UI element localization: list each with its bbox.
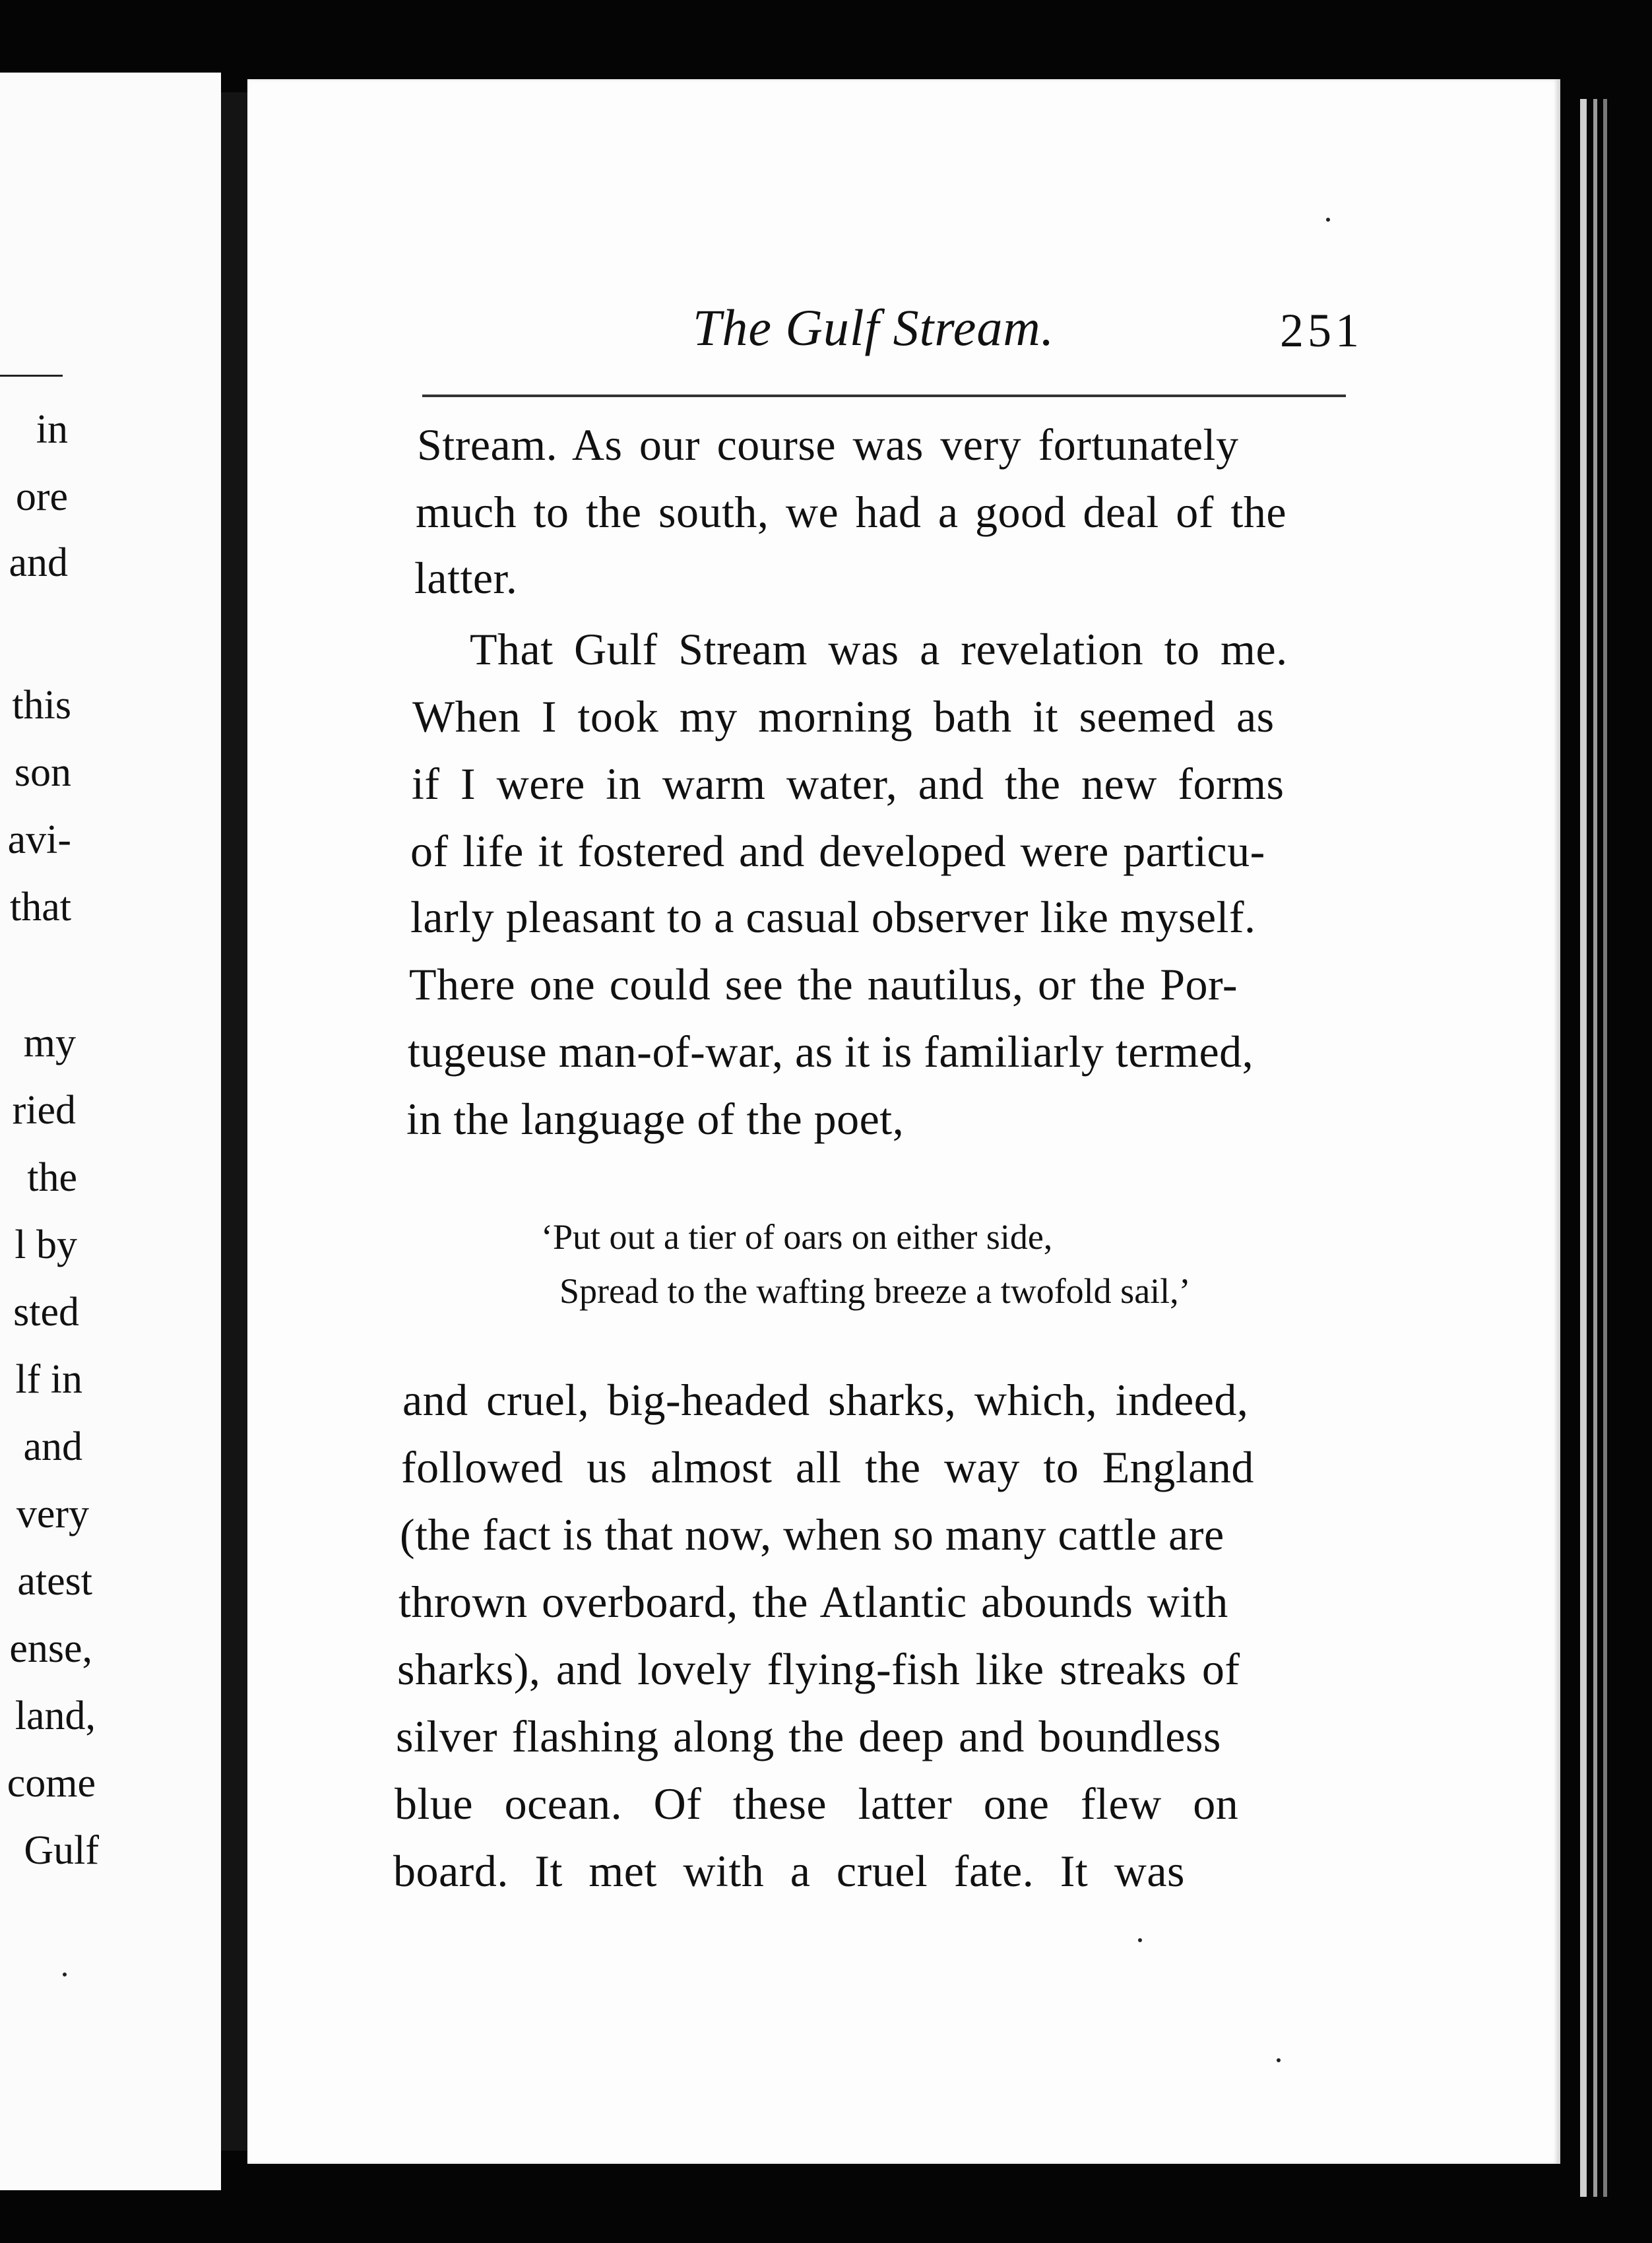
left-fragment: land, — [15, 1693, 96, 1738]
scan-speck — [63, 1973, 67, 1976]
text-line: That Gulf Stream was a revelation to me. — [470, 624, 1288, 674]
running-head: The Gulf Stream. — [693, 299, 1055, 356]
text-line: board. It met with a cruel fate. It was — [393, 1846, 1185, 1896]
page-header — [0, 298, 1652, 377]
text-line: and cruel, big-headed sharks, which, indeed, — [402, 1375, 1249, 1425]
page-edge — [1603, 99, 1607, 2197]
text-line: (the fact is that now, when so many cattle are — [400, 1509, 1224, 1560]
text-line: tugeuse man-of-war, as it is familiarly termed, — [408, 1027, 1254, 1077]
scan-speck — [1326, 218, 1330, 222]
left-fragment: atest — [17, 1559, 92, 1604]
left-fragment: this — [12, 683, 71, 728]
header-rule — [422, 395, 1346, 397]
left-fragment: my — [23, 1021, 76, 1065]
scan-speck — [1138, 1938, 1142, 1942]
text-line: thrown overboard, the Atlantic abounds with — [398, 1577, 1228, 1627]
left-fragment: ried — [12, 1088, 76, 1133]
page-edge — [1580, 99, 1587, 2197]
left-fragment: in — [36, 407, 68, 452]
left-fragment: and — [9, 540, 68, 585]
left-facing-page — [0, 73, 221, 2190]
text-line: of life it fostered and developed were particu- — [410, 826, 1265, 876]
left-fragment: sted — [13, 1290, 79, 1335]
text-line: if I were in warm water, and the new forms — [412, 759, 1285, 809]
left-fragment: that — [10, 885, 71, 930]
left-fragment: son — [14, 750, 71, 795]
left-fragment: very — [16, 1492, 89, 1536]
text-line: much to the south, we had a good deal of the — [416, 487, 1287, 537]
left-fragment: lf in — [15, 1357, 82, 1402]
book-gutter — [221, 92, 247, 2151]
page-number: 251 — [1280, 304, 1363, 357]
left-fragment: and — [23, 1424, 82, 1469]
left-fragment: ore — [15, 474, 68, 519]
text-line: There one could see the nautilus, or the Por- — [409, 959, 1238, 1009]
left-fragment: come — [7, 1761, 96, 1806]
quotation-line: Spread to the wafting breeze a twofold sail,’ — [559, 1271, 1191, 1311]
text-line: When I took my morning bath it seemed as — [412, 691, 1275, 742]
left-fragment: l by — [15, 1222, 77, 1267]
text-line: larly pleasant to a casual observer like myself. — [410, 892, 1256, 942]
scan-speck — [1277, 2058, 1281, 2062]
left-fragment: Gulf — [24, 1828, 99, 1873]
text-line: followed us almost all the way to England — [401, 1442, 1254, 1492]
text-line: Stream. As our course was very fortunately — [417, 420, 1239, 470]
quotation-line: ‘Put out a tier of oars on either side, — [541, 1217, 1053, 1257]
left-fragment: the — [27, 1155, 77, 1200]
text-line: sharks), and lovely flying-fish like streaks of — [397, 1644, 1240, 1694]
page-edge — [1593, 99, 1597, 2197]
left-fragment: avi- — [7, 817, 71, 862]
text-line: latter. — [414, 553, 518, 603]
text-line: blue ocean. Of these latter one flew on — [395, 1779, 1239, 1829]
text-line: in the language of the poet, — [406, 1094, 905, 1144]
text-line: silver flashing along the deep and boundless — [396, 1711, 1221, 1761]
left-fragment: ense, — [9, 1626, 92, 1671]
